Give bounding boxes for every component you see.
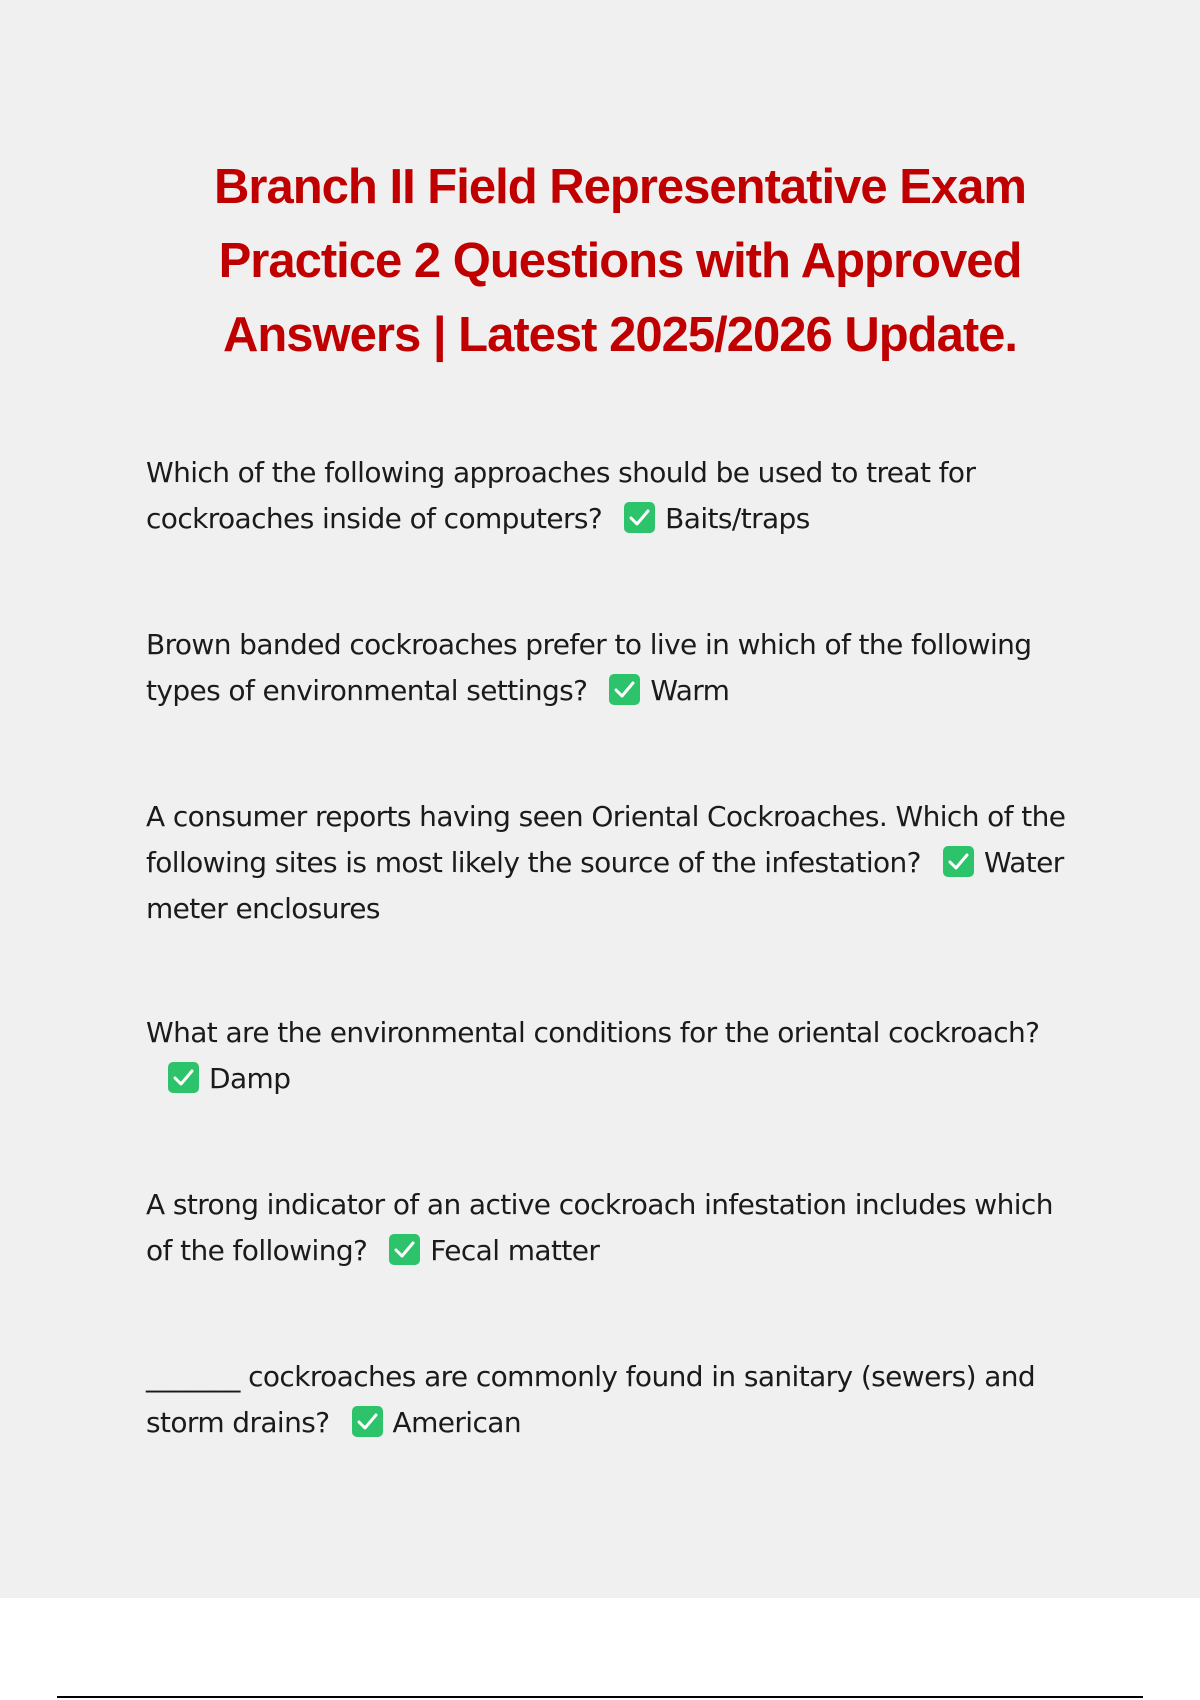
check-mark-icon [624, 502, 655, 533]
check-mark-icon [609, 674, 640, 705]
answer-text: Baits/traps [665, 502, 810, 535]
question-item [146, 450, 1081, 542]
answer-text: Fecal matter [430, 1234, 600, 1267]
question-item [146, 1010, 1081, 1102]
question-text: Brown banded cockroaches prefer to live in which of the following types of environmental settings? [146, 628, 1032, 707]
footer-divider [57, 1696, 1143, 1698]
answer-text: Warm [650, 674, 730, 707]
answer-text: Damp [209, 1062, 291, 1095]
answer-text: Water meter enclosures [146, 846, 1064, 925]
page-title: Branch II Field Representative Exam Practice 2 Questions with Approved Answers | Latest 2025/2026 Update. [214, 160, 1026, 362]
question-text: Which of the following approaches should be used to treat for cockroaches inside of computers? [146, 456, 976, 535]
question-text: A strong indicator of an active cockroach infestation includes which of the following? [146, 1188, 1053, 1267]
check-mark-icon [389, 1234, 420, 1265]
question-item [146, 794, 1081, 932]
question-item [146, 1182, 1081, 1274]
check-mark-icon [943, 846, 974, 877]
question-text: A consumer reports having seen Oriental Cockroaches. Which of the following sites is most likely the source of the infestation? [146, 800, 1066, 879]
check-mark-icon [352, 1406, 383, 1437]
question-item [146, 622, 1081, 714]
check-mark-icon [168, 1062, 199, 1093]
question-text: _______ cockroaches are commonly found in sanitary (sewers) and storm drains? [146, 1360, 1036, 1439]
answer-text: American [392, 1406, 521, 1439]
question-text: What are the environmental conditions for the oriental cockroach? [146, 1016, 1040, 1049]
question-item [146, 1354, 1081, 1446]
